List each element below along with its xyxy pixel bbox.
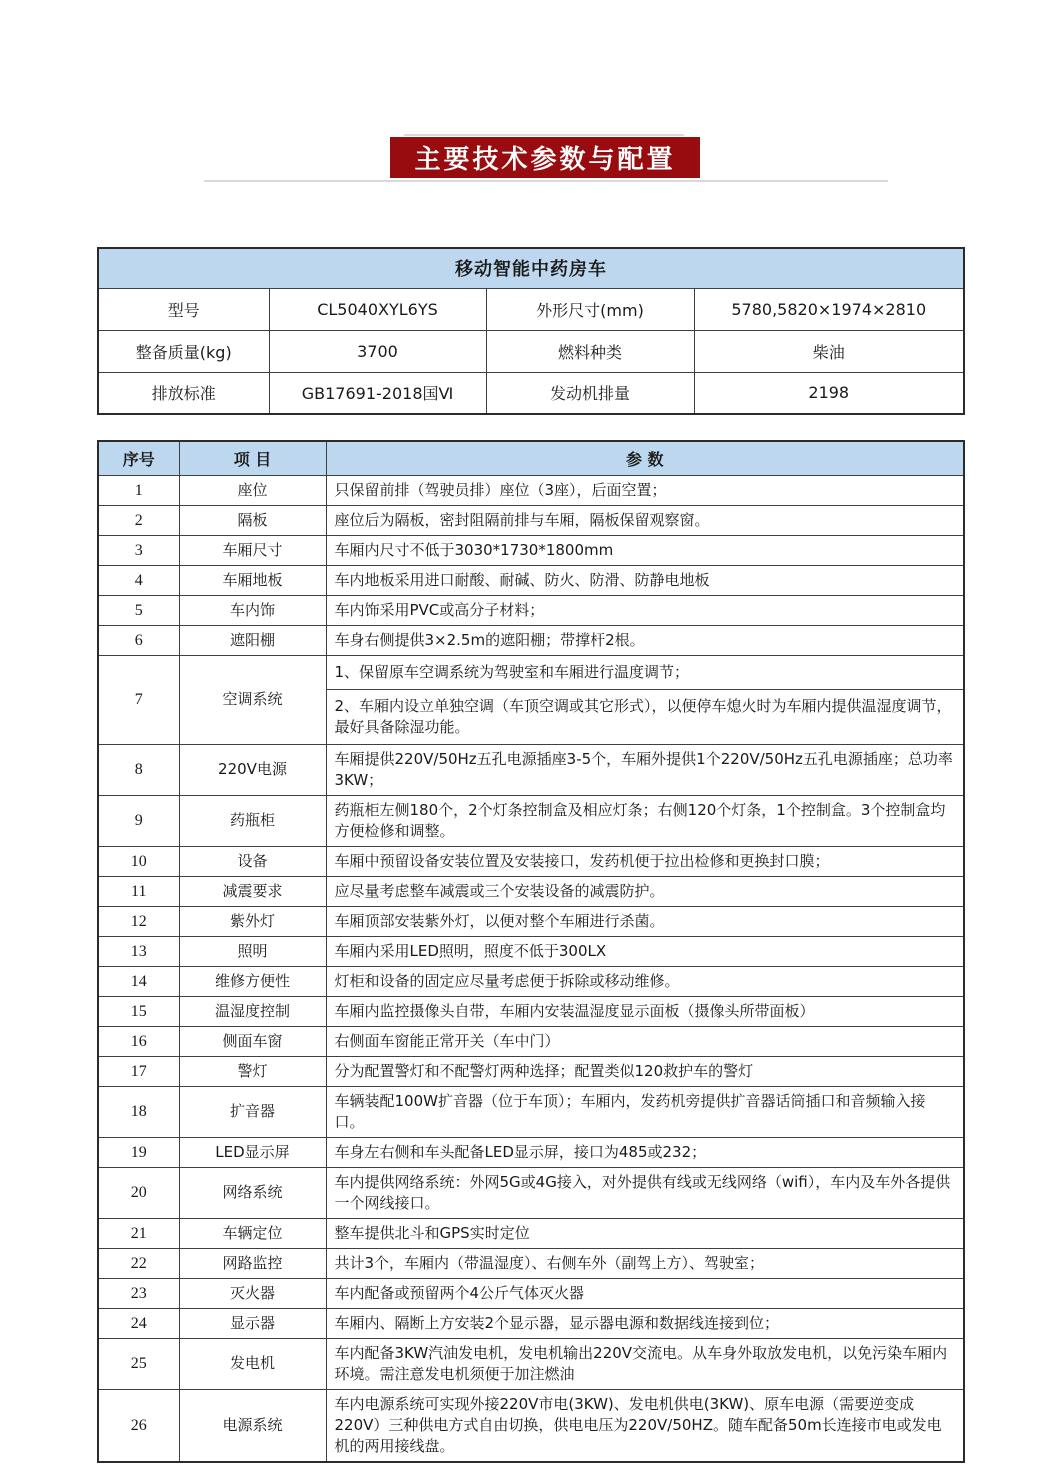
spec-row <box>98 288 964 330</box>
config-row-number: 12 <box>98 906 179 936</box>
config-row <box>98 1308 964 1338</box>
spec-value: 3700 <box>269 330 486 372</box>
config-row-item: 温湿度控制 <box>179 996 326 1026</box>
config-row-number: 15 <box>98 996 179 1026</box>
config-row-item: 隔板 <box>179 505 326 535</box>
config-row-number: 10 <box>98 846 179 876</box>
config-row <box>98 1086 964 1137</box>
config-row-item: 车辆定位 <box>179 1218 326 1248</box>
config-row-item: 空调系统 <box>179 655 326 744</box>
config-row-param: 分为配置警灯和不配警灯两种选择；配置类似120救护车的警灯 <box>326 1056 964 1086</box>
config-row-param: 车身右侧提供3×2.5m的遮阳棚；带撑杆2根。 <box>326 625 964 655</box>
config-row <box>98 475 964 505</box>
config-header-param: 参 数 <box>326 441 964 475</box>
config-row-number: 7 <box>98 655 179 744</box>
config-row-item: 照明 <box>179 936 326 966</box>
config-row-param: 车厢内、隔断上方安装2个显示器，显示器电源和数据线连接到位； <box>326 1308 964 1338</box>
spec-table-header-row <box>98 248 964 288</box>
config-row <box>98 1248 964 1278</box>
config-row <box>98 966 964 996</box>
spec-value: 柴油 <box>694 330 964 372</box>
config-row-item: 警灯 <box>179 1056 326 1086</box>
config-row-number: 14 <box>98 966 179 996</box>
config-row-item: 显示器 <box>179 1308 326 1338</box>
config-row-item: 车厢地板 <box>179 565 326 595</box>
config-section <box>97 440 965 1463</box>
config-row-param: 应尽量考虑整车减震或三个安装设备的减震防护。 <box>326 876 964 906</box>
config-row-param: 药瓶柜左侧180个，2个灯条控制盒及相应灯条；右侧120个灯条，1个控制盒。3个控制盒均方便检修和调整。 <box>326 795 964 846</box>
config-row-param: 车内提供网络系统：外网5G或4G接入，对外提供有线或无线网络（wifi），车内及车外各提供一个网线接口。 <box>326 1167 964 1218</box>
config-row-number: 23 <box>98 1278 179 1308</box>
vehicle-spec-section <box>97 247 965 415</box>
config-row-number: 3 <box>98 535 179 565</box>
spec-value: 2198 <box>694 372 964 414</box>
config-row-number: 2 <box>98 505 179 535</box>
config-row-param: 车厢内尺寸不低于3030*1730*1800mm <box>326 535 964 565</box>
config-row-item: 车厢尺寸 <box>179 535 326 565</box>
config-row-param: 车内配备或预留两个4公斤气体灭火器 <box>326 1278 964 1308</box>
config-row <box>98 595 964 625</box>
config-table-header-row <box>98 441 964 475</box>
config-row-number: 8 <box>98 744 179 795</box>
config-row-number: 20 <box>98 1167 179 1218</box>
page-title: 主要技术参数与配置 <box>390 137 700 178</box>
config-row-param: 车厢提供220V/50Hz五孔电源插座3-5个，车厢外提供1个220V/50Hz五孔电源插座；总功率3KW； <box>326 744 964 795</box>
config-row-param: 只保留前排（驾驶员排）座位（3座），后面空置； <box>326 475 964 505</box>
config-row-param: 车厢内监控摄像头自带，车厢内安装温湿度显示面板（摄像头所带面板） <box>326 996 964 1026</box>
config-row-number: 25 <box>98 1338 179 1389</box>
config-row <box>98 505 964 535</box>
config-row <box>98 936 964 966</box>
config-row <box>98 1338 964 1389</box>
config-row-param: 座位后为隔板，密封阻隔前排与车厢，隔板保留观察窗。 <box>326 505 964 535</box>
config-row <box>98 655 964 744</box>
config-row-number: 16 <box>98 1026 179 1056</box>
config-row <box>98 1026 964 1056</box>
config-row <box>98 744 964 795</box>
config-row-subparam: 1、保留原车空调系统为驾驶室和车厢进行温度调节； <box>327 656 964 690</box>
config-row-item: 维修方便性 <box>179 966 326 996</box>
config-header-item: 项 目 <box>179 441 326 475</box>
config-row-param: 车厢顶部安装紫外灯，以便对整个车厢进行杀菌。 <box>326 906 964 936</box>
config-row-item: 减震要求 <box>179 876 326 906</box>
config-row-number: 9 <box>98 795 179 846</box>
spec-table-body <box>98 288 964 414</box>
config-row-subparam: 2、车厢内设立单独空调（车顶空调或其它形式），以便停车熄火时为车厢内提供温湿度调节，最好具备除湿功能。 <box>334 696 952 736</box>
config-row <box>98 906 964 936</box>
spec-label: 外形尺寸(mm) <box>486 288 694 330</box>
config-row-item: LED显示屏 <box>179 1137 326 1167</box>
config-row-item: 遮阳棚 <box>179 625 326 655</box>
config-row <box>98 795 964 846</box>
decorative-rule-bottom <box>204 180 888 182</box>
config-row <box>98 1278 964 1308</box>
config-row-param: 车内电源系统可实现外接220V市电(3KW)、发电机供电(3KW)、原车电源（需要逆变成220V）三种供电方式自由切换，供电电压为220V/50HZ。随车配备50m长连接市电或发电机的两用接线盘。 <box>326 1389 964 1462</box>
config-row-item: 设备 <box>179 846 326 876</box>
config-row-param: 共计3个，车厢内（带温湿度）、右侧车外（副驾上方）、驾驶室； <box>326 1248 964 1278</box>
spec-label: 型号 <box>98 288 269 330</box>
config-row-number: 22 <box>98 1248 179 1278</box>
config-row-item: 网路监控 <box>179 1248 326 1278</box>
config-row-param: 车内地板采用进口耐酸、耐碱、防火、防滑、防静电地板 <box>326 565 964 595</box>
config-row-param: 车厢中预留设备安装位置及安装接口，发药机便于拉出检修和更换封口膜； <box>326 846 964 876</box>
spec-label: 整备质量(kg) <box>98 330 269 372</box>
config-row-item: 紫外灯 <box>179 906 326 936</box>
config-table-body <box>98 475 964 1462</box>
config-row-param <box>326 655 964 744</box>
config-row <box>98 1218 964 1248</box>
config-row <box>98 1389 964 1462</box>
config-row-param: 车内配备3KW汽油发电机，发电机输出220V交流电。从车身外取放发电机，以免污染车厢内环境。需注意发电机须便于加注燃油 <box>326 1338 964 1389</box>
config-row-param: 车辆装配100W扩音器（位于车顶）；车厢内，发药机旁提供扩音器话筒插口和音频输入接口。 <box>326 1086 964 1137</box>
config-row <box>98 535 964 565</box>
config-row-item: 药瓶柜 <box>179 795 326 846</box>
config-row-number: 13 <box>98 936 179 966</box>
config-row <box>98 876 964 906</box>
config-row-param: 车内饰采用PVC或高分子材料； <box>326 595 964 625</box>
config-row-item: 发电机 <box>179 1338 326 1389</box>
config-row-item: 电源系统 <box>179 1389 326 1462</box>
config-header-no: 序号 <box>98 441 179 475</box>
spec-label: 排放标准 <box>98 372 269 414</box>
config-row-item: 灭火器 <box>179 1278 326 1308</box>
spec-row <box>98 372 964 414</box>
spec-label: 燃料种类 <box>486 330 694 372</box>
spec-value: 5780,5820×1974×2810 <box>694 288 964 330</box>
config-row-param: 车厢内采用LED照明，照度不低于300LX <box>326 936 964 966</box>
config-row-item: 侧面车窗 <box>179 1026 326 1056</box>
config-row-number: 26 <box>98 1389 179 1462</box>
config-row-item: 网络系统 <box>179 1167 326 1218</box>
config-row <box>98 565 964 595</box>
config-row-item: 扩音器 <box>179 1086 326 1137</box>
config-row-number: 1 <box>98 475 179 505</box>
config-row-item: 220V电源 <box>179 744 326 795</box>
title-banner <box>0 134 1050 186</box>
spec-row <box>98 330 964 372</box>
config-row-number: 11 <box>98 876 179 906</box>
config-row-number: 18 <box>98 1086 179 1137</box>
config-row-number: 19 <box>98 1137 179 1167</box>
config-row <box>98 1056 964 1086</box>
decorative-rule-top <box>404 134 684 136</box>
spec-value: GB17691-2018国Ⅵ <box>269 372 486 414</box>
config-row <box>98 846 964 876</box>
vehicle-spec-table <box>97 247 965 415</box>
config-row-param: 整车提供北斗和GPS实时定位 <box>326 1218 964 1248</box>
config-row-param: 右侧面车窗能正常开关（车中门） <box>326 1026 964 1056</box>
config-row <box>98 1137 964 1167</box>
config-row <box>98 625 964 655</box>
config-row-item: 座位 <box>179 475 326 505</box>
config-row-param: 灯柜和设备的固定应尽量考虑便于拆除或移动维修。 <box>326 966 964 996</box>
config-row-number: 17 <box>98 1056 179 1086</box>
spec-label: 发动机排量 <box>486 372 694 414</box>
config-row-number: 6 <box>98 625 179 655</box>
config-row <box>98 996 964 1026</box>
config-row-item: 车内饰 <box>179 595 326 625</box>
config-row <box>98 1167 964 1218</box>
spec-value: CL5040XYL6YS <box>269 288 486 330</box>
config-row-number: 4 <box>98 565 179 595</box>
config-row-number: 21 <box>98 1218 179 1248</box>
config-table <box>97 440 965 1463</box>
config-row-number: 5 <box>98 595 179 625</box>
config-row-number: 24 <box>98 1308 179 1338</box>
spec-table-title: 移动智能中药房车 <box>98 248 964 288</box>
config-row-param: 车身左右侧和车头配备LED显示屏，接口为485或232； <box>326 1137 964 1167</box>
